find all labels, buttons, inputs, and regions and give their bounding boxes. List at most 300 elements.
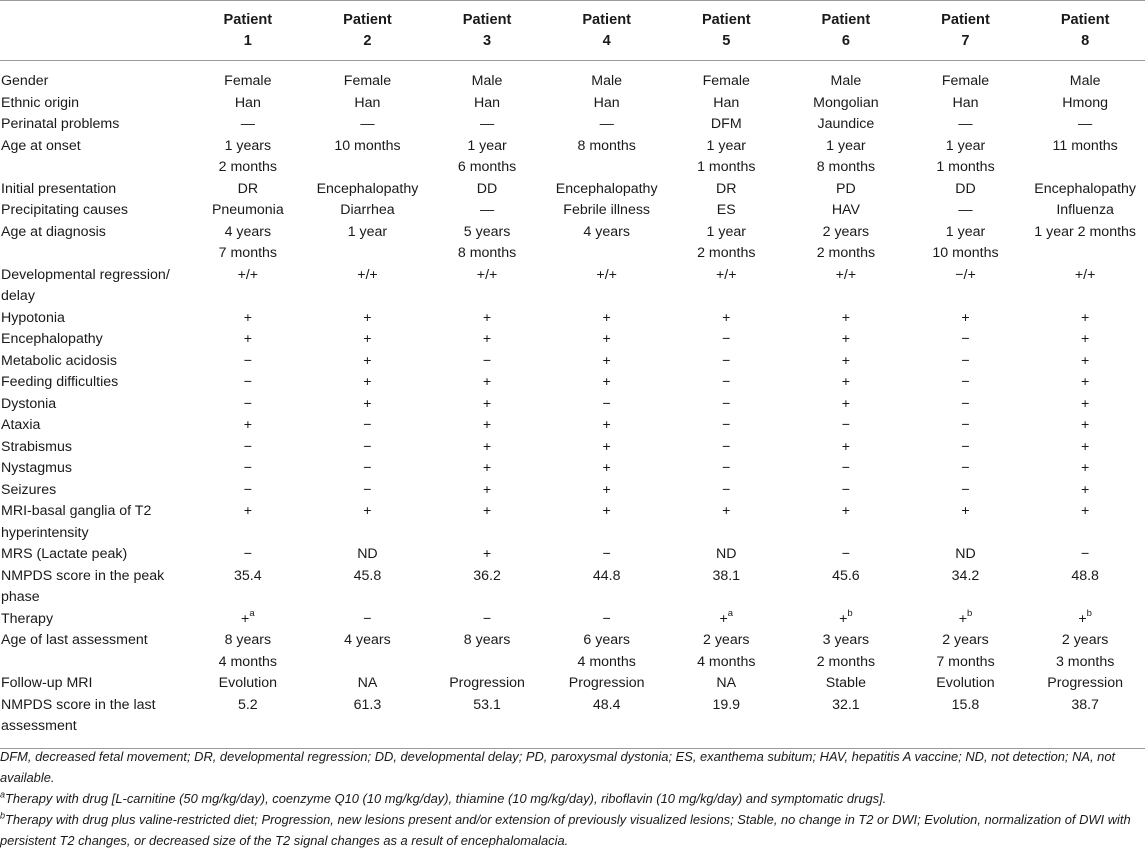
cell-value: 4 years	[344, 632, 391, 648]
cell-value: 19.9	[712, 696, 741, 713]
table-cell	[666, 308, 786, 330]
table-cell	[547, 114, 667, 136]
cell-value: −	[961, 395, 970, 412]
cell-value: +	[602, 417, 611, 433]
row-label: Gender	[1, 73, 49, 89]
cell-value: Febrile illness	[563, 202, 651, 218]
cell-value: +	[602, 352, 611, 369]
table-cell	[666, 394, 786, 416]
cell-value: +	[241, 610, 250, 627]
table-row	[0, 695, 1145, 749]
table-cell	[906, 179, 1026, 201]
cell-value: Progression	[449, 675, 525, 691]
table-row	[0, 501, 1145, 544]
table-cell	[547, 61, 667, 93]
cell-value: Han	[952, 94, 979, 111]
cell-value: 15.8	[951, 696, 980, 713]
table-cell	[1025, 630, 1145, 673]
cell-value: 45.6	[832, 567, 860, 584]
table-cell	[786, 372, 906, 394]
cell-value: +	[1081, 309, 1090, 326]
cell-value: DD	[955, 180, 976, 197]
table-cell	[188, 566, 308, 609]
cell-value: ND	[357, 546, 378, 562]
table-cell	[906, 114, 1026, 136]
cell-value: —	[1078, 116, 1093, 132]
row-label: Ethnic origin	[1, 94, 80, 111]
cell-value: +	[482, 460, 492, 476]
table-cell	[547, 480, 667, 502]
table-row	[0, 265, 1145, 308]
cell-value: —	[360, 116, 375, 132]
table-cell	[1025, 458, 1145, 480]
table-cell	[1025, 308, 1145, 330]
table-cell	[1025, 265, 1145, 308]
cell-value: +	[363, 395, 372, 412]
cell-value: Diarrhea	[340, 202, 395, 218]
cell-value: +	[602, 503, 611, 519]
table-cell	[1025, 200, 1145, 222]
row-label: Feeding difficulties	[1, 374, 119, 390]
header-row	[0, 1, 1145, 61]
table-cell	[308, 480, 428, 502]
cell-value: DR	[237, 180, 259, 197]
cell-value: 61.3	[353, 696, 382, 713]
table-cell	[427, 351, 547, 373]
table-cell	[427, 329, 547, 351]
cell-value: Female	[343, 73, 392, 89]
table-cell	[666, 695, 786, 749]
table-cell	[786, 480, 906, 502]
table-cell	[188, 114, 308, 136]
table-cell	[786, 222, 906, 265]
table-cell	[188, 136, 308, 179]
table-cell	[666, 136, 786, 179]
cell-value: −	[722, 438, 731, 455]
table-cell	[308, 458, 428, 480]
cell-value: —	[958, 116, 973, 132]
table-cell	[547, 695, 667, 749]
table-cell	[786, 114, 906, 136]
cell-value: 2 years 2 months	[816, 223, 876, 261]
cell-value: 6 years 4 months	[577, 632, 636, 670]
cell-value: +	[841, 352, 851, 369]
cell-value: −	[841, 460, 851, 476]
table-cell	[666, 630, 786, 673]
cell-value: +	[841, 395, 851, 412]
row-label: Age of last assessment	[1, 632, 148, 648]
table-row	[0, 394, 1145, 416]
table-cell	[547, 544, 667, 566]
cell-value: 38.1	[712, 567, 741, 584]
footnote-marker: a	[727, 607, 734, 619]
footnote-marker: b	[1086, 607, 1092, 619]
table-cell	[786, 695, 906, 749]
table-cell	[308, 61, 428, 93]
cell-value: 48.8	[1071, 567, 1099, 584]
cell-value: +	[482, 481, 492, 498]
cell-value: +	[961, 503, 970, 519]
cell-value: Progression	[568, 675, 645, 691]
cell-value: −	[841, 417, 851, 433]
table-cell	[906, 136, 1026, 179]
cell-value: +	[841, 503, 851, 519]
table-cell	[547, 265, 667, 308]
table-cell	[427, 480, 547, 502]
footnote-marker: b	[847, 607, 853, 619]
cell-value: 2 years 3 months	[1055, 632, 1115, 670]
table-row	[0, 458, 1145, 480]
table-cell	[786, 566, 906, 609]
cell-value: 35.4	[234, 567, 262, 584]
row-label: Developmental regression/ delay	[1, 266, 170, 304]
cell-value: +	[363, 374, 372, 390]
cell-value: +	[719, 610, 728, 627]
table-cell	[188, 609, 308, 631]
table-cell	[547, 351, 667, 373]
row-label: Age at diagnosis	[1, 223, 106, 240]
cell-value: −	[961, 417, 970, 433]
header-corner	[0, 1, 188, 61]
cell-value: −	[602, 546, 611, 562]
table-cell	[308, 308, 428, 330]
table-cell	[427, 501, 547, 544]
cell-value: Evolution	[936, 675, 995, 691]
cell-value: Stable	[825, 675, 866, 691]
table-cell	[427, 673, 547, 695]
row-label: Ataxia	[1, 417, 41, 433]
table-cell	[308, 394, 428, 416]
cell-value: 2 years 4 months	[697, 632, 756, 670]
cell-value: −	[363, 438, 372, 455]
footnote-a	[0, 788, 1140, 809]
row-label: Therapy	[1, 610, 54, 627]
cell-value: −	[722, 331, 731, 347]
row-label: NMPDS score in the peak phase	[1, 567, 165, 605]
table-cell	[906, 372, 1026, 394]
cell-value: −	[363, 417, 372, 433]
table-cell	[1025, 114, 1145, 136]
table-cell	[188, 179, 308, 201]
cell-value: +	[363, 352, 372, 369]
cell-value: −	[243, 395, 252, 412]
row-label: Hypotonia	[1, 309, 65, 326]
cell-value: +	[602, 438, 611, 455]
table-cell	[547, 329, 667, 351]
cell-value: +/+	[716, 266, 737, 283]
cell-value: +	[1081, 417, 1090, 433]
table-row	[0, 437, 1145, 459]
column-header-patient-3: Patient 3	[462, 12, 512, 49]
table-cell	[188, 544, 308, 566]
table-cell	[906, 200, 1026, 222]
table-cell	[786, 136, 906, 179]
cell-value: +	[482, 374, 492, 390]
table-cell	[308, 673, 428, 695]
table-cell	[1025, 501, 1145, 544]
cell-value: +	[482, 546, 492, 562]
column-header-patient-8: Patient 8	[1060, 12, 1110, 49]
cell-value: Male	[830, 73, 862, 89]
cell-value: −	[243, 546, 252, 562]
table-cell	[906, 501, 1026, 544]
table-cell	[188, 200, 308, 222]
column-header-patient-6: Patient 6	[821, 12, 871, 49]
table-cell	[906, 93, 1026, 115]
table-cell	[786, 415, 906, 437]
cell-value: −	[602, 395, 611, 412]
table-cell	[666, 200, 786, 222]
table-cell	[786, 265, 906, 308]
table-cell	[1025, 544, 1145, 566]
table-cell	[1025, 179, 1145, 201]
table-cell	[547, 630, 667, 673]
footnote-a-mark: a	[0, 789, 6, 800]
table-row	[0, 480, 1145, 502]
cell-value: Han	[354, 94, 381, 111]
cell-value: −	[722, 417, 731, 433]
table-cell	[427, 394, 547, 416]
table-cell	[188, 372, 308, 394]
cell-value: Female	[941, 73, 990, 89]
table-cell	[427, 308, 547, 330]
cell-value: +	[602, 309, 611, 326]
cell-value: +	[841, 374, 851, 390]
footnote-marker: b	[966, 607, 973, 619]
table-cell	[308, 501, 428, 544]
table-cell	[786, 308, 906, 330]
table-row	[0, 544, 1145, 566]
table-cell	[427, 93, 547, 115]
cell-value: +	[1081, 374, 1090, 390]
cell-value: −	[961, 438, 970, 455]
cell-value: +	[1081, 481, 1090, 498]
table-cell	[427, 695, 547, 749]
cell-value: 11 months	[1052, 137, 1118, 154]
table-cell	[427, 458, 547, 480]
table-row	[0, 415, 1145, 437]
cell-value: 8 years 4 months	[218, 632, 278, 670]
table-cell	[308, 372, 428, 394]
table-cell	[308, 93, 428, 115]
table-cell	[666, 437, 786, 459]
table-row	[0, 308, 1145, 330]
table-row	[0, 200, 1145, 222]
table-row	[0, 566, 1145, 609]
column-header-patient-1: Patient 1	[223, 12, 273, 49]
table-cell	[906, 566, 1026, 609]
table-cell	[906, 609, 1026, 631]
cell-value: −	[841, 481, 851, 498]
table-cell	[906, 544, 1026, 566]
cell-value: +/+	[1074, 266, 1096, 283]
cell-value: +	[722, 503, 731, 519]
row-label: Encephalopathy	[1, 331, 103, 347]
table-cell	[906, 394, 1026, 416]
table-cell	[666, 222, 786, 265]
table-cell	[1025, 222, 1145, 265]
table-cell	[188, 265, 308, 308]
cell-value: 34.2	[951, 567, 980, 584]
table-cell	[1025, 673, 1145, 695]
cell-value: +	[243, 309, 252, 326]
table-cell	[1025, 695, 1145, 749]
table-cell	[308, 179, 428, 201]
table-cell	[308, 114, 428, 136]
table-row	[0, 372, 1145, 394]
table-row	[0, 351, 1145, 373]
cell-value: 1 year 8 months	[816, 137, 876, 175]
table-cell	[1025, 480, 1145, 502]
cell-value: PD	[836, 180, 856, 197]
cell-value: Mongolian	[813, 94, 879, 111]
cell-value: +	[243, 417, 252, 433]
table-cell	[188, 437, 308, 459]
table-header	[0, 1, 1145, 61]
cell-value: +/+	[476, 266, 498, 283]
table-cell	[786, 61, 906, 93]
cell-value: +	[1081, 460, 1090, 476]
cell-value: +	[1081, 438, 1090, 455]
table-cell	[906, 61, 1026, 93]
table-cell	[427, 61, 547, 93]
table-cell	[1025, 329, 1145, 351]
cell-value: +	[602, 460, 611, 476]
cell-value: +	[841, 309, 851, 326]
table-cell	[547, 308, 667, 330]
footnote-b	[0, 809, 1140, 851]
cell-value: −	[602, 610, 611, 627]
table-cell	[188, 394, 308, 416]
cell-value: Male	[1069, 73, 1101, 89]
cell-value: 36.2	[473, 567, 501, 584]
cell-value: −	[722, 374, 731, 390]
abbreviations-note: DFM, decreased fetal movement; DR, developmental regression; DD, developmental delay; PD, paroxysmal dystonia; ES, exanthema subitum; HAV, hepatitis A vaccine; ND, not detection; NA, not available.	[0, 749, 1116, 785]
table-cell	[906, 329, 1026, 351]
table-cell	[427, 114, 547, 136]
footnote-a-text: Therapy with drug [L-carnitine (50 mg/kg/day), coenzyme Q10 (10 mg/kg/day), thiamine (10 mg/kg/day), riboflavin (10 mg/kg/day) and symptomatic drugs].	[5, 791, 887, 806]
table-cell	[547, 566, 667, 609]
table-cell	[308, 222, 428, 265]
cell-value: 38.7	[1071, 696, 1099, 713]
table-cell	[1025, 566, 1145, 609]
cell-value: +	[839, 610, 848, 627]
table-cell	[427, 630, 547, 673]
column-header-patient-2: Patient 2	[343, 12, 392, 49]
cell-value: −	[243, 374, 252, 390]
table-cell	[427, 566, 547, 609]
cell-value: −	[243, 352, 252, 369]
table-cell	[308, 329, 428, 351]
row-label: Precipitating causes	[1, 202, 128, 218]
cell-value: +	[1081, 331, 1090, 347]
table-cell	[427, 415, 547, 437]
cell-value: −	[243, 460, 252, 476]
cell-value: +/+	[596, 266, 617, 283]
table-cell	[666, 114, 786, 136]
row-label: Strabismus	[1, 438, 72, 455]
table-cell	[906, 458, 1026, 480]
cell-value: −	[961, 460, 970, 476]
cell-value: —	[958, 202, 973, 218]
table-cell	[547, 394, 667, 416]
cell-value: Han	[234, 94, 261, 111]
cell-value: −	[961, 374, 970, 390]
cell-value: Encephalopathy	[555, 180, 658, 197]
table-cell	[547, 437, 667, 459]
row-label: Follow-up MRI	[1, 675, 93, 691]
cell-value: NA	[357, 675, 378, 691]
table-row	[0, 136, 1145, 179]
cell-value: −	[961, 352, 970, 369]
cell-value: +	[363, 331, 372, 347]
cell-value: 10 months	[334, 137, 401, 154]
table-cell	[1025, 437, 1145, 459]
cell-value: —	[240, 116, 255, 132]
table-cell	[427, 609, 547, 631]
cell-value: +/+	[835, 266, 857, 283]
cell-value: 1 year 1 months	[936, 137, 995, 175]
table-row	[0, 114, 1145, 136]
cell-value: 1 year 2 months	[1034, 223, 1137, 240]
table-row	[0, 179, 1145, 201]
table-cell	[666, 501, 786, 544]
table-cell	[666, 544, 786, 566]
table-cell	[1025, 394, 1145, 416]
table-cell	[906, 265, 1026, 308]
table-cell	[308, 695, 428, 749]
cell-value: +	[602, 374, 611, 390]
cell-value: Female	[702, 73, 750, 89]
cell-value: NA	[716, 675, 737, 691]
cell-value: −	[243, 481, 252, 498]
cell-value: —	[479, 202, 495, 218]
table-cell	[666, 480, 786, 502]
cell-value: 45.8	[353, 567, 382, 584]
table-cell	[666, 566, 786, 609]
table-cell	[666, 415, 786, 437]
table-row	[0, 630, 1145, 673]
cell-value: DFM	[710, 116, 742, 132]
table-cell	[786, 501, 906, 544]
cell-value: 1 years 2 months	[218, 137, 278, 175]
cell-value: DD	[476, 180, 498, 197]
cell-value: +/+	[237, 266, 259, 283]
table-cell	[308, 437, 428, 459]
cell-value: Progression	[1047, 675, 1123, 691]
cell-value: +	[482, 503, 492, 519]
cell-value: +	[841, 438, 851, 455]
cell-value: 4 years	[583, 223, 630, 240]
table-cell	[427, 437, 547, 459]
table-cell	[547, 458, 667, 480]
table-cell	[666, 609, 786, 631]
table-cell	[188, 501, 308, 544]
row-label: Seizures	[1, 481, 57, 498]
cell-value: −	[722, 352, 731, 369]
table-cell	[666, 673, 786, 695]
table-cell	[308, 351, 428, 373]
cell-value: ND	[716, 546, 737, 562]
table-cell	[786, 458, 906, 480]
footnote-b-mark: b	[0, 810, 6, 821]
cell-value: +	[243, 503, 252, 519]
cell-value: −	[482, 610, 492, 627]
table-cell	[308, 415, 428, 437]
row-label: NMPDS score in the last assessment	[1, 696, 156, 734]
table-cell	[427, 179, 547, 201]
table-row	[0, 609, 1145, 631]
